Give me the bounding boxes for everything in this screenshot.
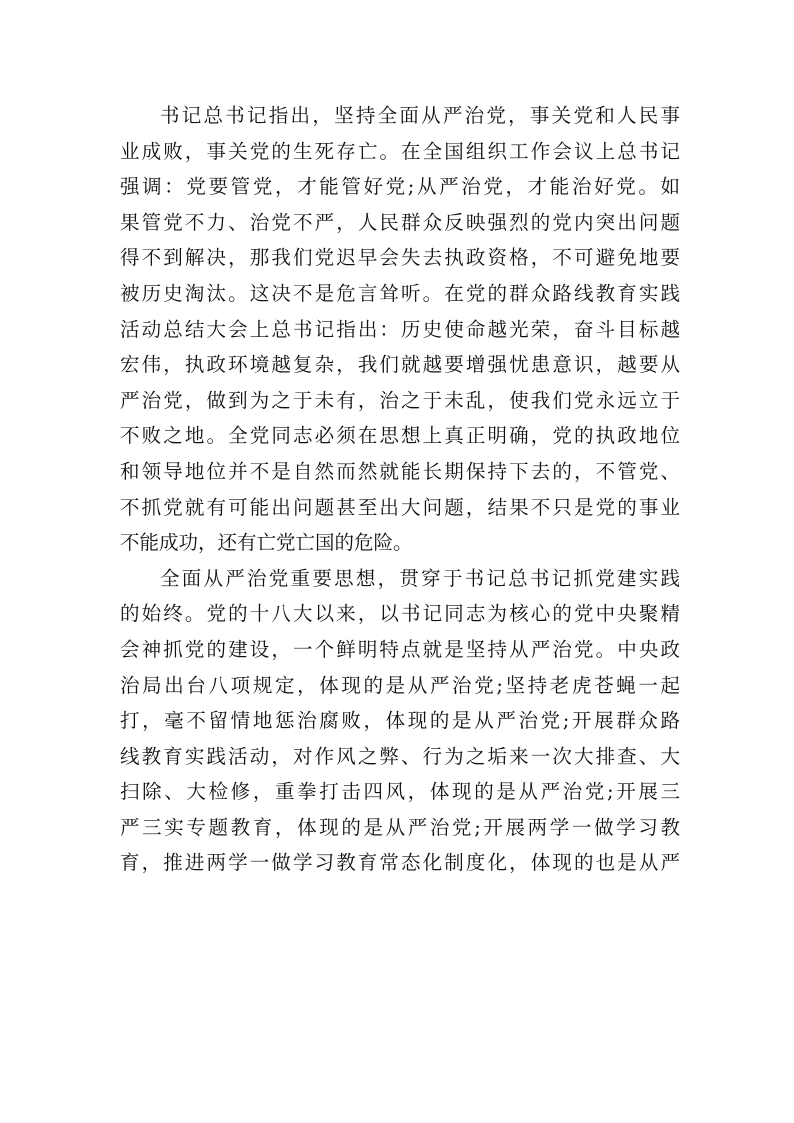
text-line: 严治党，做到为之于未有，治之于未乱，使我们党永远立于 [120,388,680,412]
text-line: 治局出台八项规定，体现的是从严治党;坚持老虎苍蝇一起 [120,673,680,697]
text-line: 不抓党就有可能出问题甚至出大问题，结果不只是党的事业 [120,495,680,519]
text-line: 得不到解决，那我们党迟早会失去执政资格，不可避免地要 [120,246,680,270]
text-line: 严三实专题教育，体现的是从严治党;开展两学一做学习教 [120,815,680,839]
text-line: 活动总结大会上总书记指出：历史使命越光荣，奋斗目标越 [120,317,680,341]
text-line: 育，推进两学一做学习教育常态化制度化，体现的也是从严 [120,851,680,875]
text-line: 扫除、大检修，重拳打击四风，体现的是从严治党;开展三 [120,780,680,804]
text-line: 被历史淘汰。这决不是危言耸听。在党的群众路线教育实践 [120,281,680,305]
text-line: 业成败，事关党的生死存亡。在全国组织工作会议上总书记 [120,139,680,163]
text-line: 果管党不力、治党不严，人民群众反映强烈的党内突出问题 [120,210,680,234]
text-line: 书记总书记指出，坚持全面从严治党，事关党和人民事 [160,104,680,127]
text-line: 全面从严治党重要思想，贯穿于书记总书记抓党建实践 [160,566,680,590]
text-line: 和领导地位并不是自然而然就能长期保持下去的，不管党、 [120,459,680,483]
text-line: 不败之地。全党同志必须在思想上真正明确，党的执政地位 [120,424,680,448]
text-line: 打，毫不留情地惩治腐败，体现的是从严治党;开展群众路 [120,709,680,733]
text-line: 的始终。党的十八大以来，以书记同志为核心的党中央聚精 [120,602,680,626]
text-line: 线教育实践活动，对作风之弊、行为之垢来一次大排查、大 [120,744,680,768]
text-line: 会神抓党的建设，一个鲜明特点就是坚持从严治党。中央政 [120,637,680,661]
body-text [120,98,680,881]
text-line: 宏伟，执政环境越复杂，我们就越要增强忧患意识，越要从 [120,353,680,377]
text-line: 强调：党要管党，才能管好党;从严治党，才能治好党。如 [120,175,680,199]
text-line: 不能成功，还有亡党亡国的危险。 [120,531,413,555]
